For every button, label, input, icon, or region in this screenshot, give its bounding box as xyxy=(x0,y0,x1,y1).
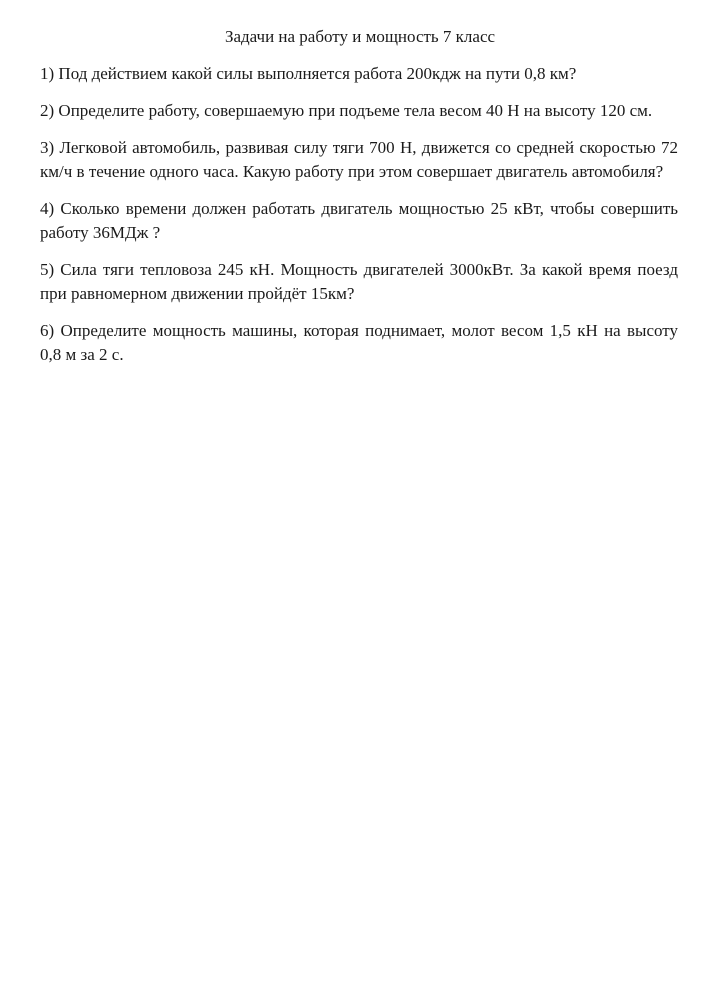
task-1: 1) Под действием какой силы выполняется работа 200кдж на пути 0,8 км? xyxy=(40,64,577,83)
task-4: 4) Сколько времени должен работать двигатель мощностью 25 кВт, чтобы совершить работу 36МДж ? xyxy=(40,199,678,242)
task-6: 6) Определите мощность машины, которая поднимает, молот весом 1,5 кН на высоту 0,8 м за 2 с. xyxy=(40,321,678,364)
task-2: 2) Определите работу, совершаемую при подъеме тела весом 40 Н на высоту 120 см. xyxy=(40,101,653,120)
task-3: 3) Легковой автомобиль, развивая силу тяги 700 Н, движется со средней скоростью 72 км/ч в течение одного часа. Какую работу при этом совершает двигатель автомобиля? xyxy=(40,138,678,181)
task-5: 5) Сила тяги тепловоза 245 кН. Мощность двигателей 3000кВт. За какой время поезд при равномерном движении пройдёт 15км? xyxy=(40,260,678,303)
document-title: Задачи на работу и мощность 7 класс xyxy=(224,27,496,46)
